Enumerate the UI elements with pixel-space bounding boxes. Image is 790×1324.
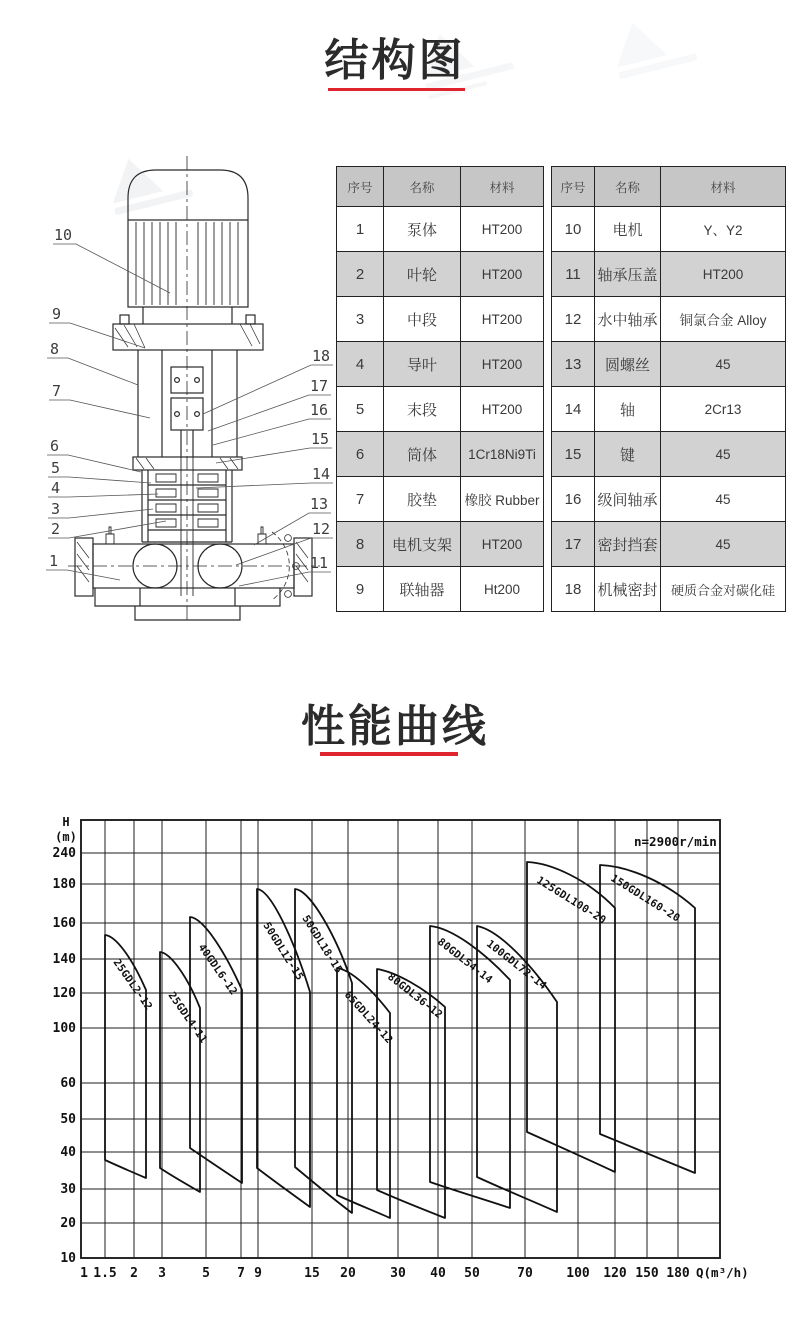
cell-name: 键 (595, 432, 661, 477)
pump-drawing-lines (68, 156, 320, 624)
curve-label: 25GDL2-12 (110, 956, 155, 1013)
curve-label: 50GDL18-15 (299, 913, 345, 976)
callout-number: 13 (310, 495, 329, 513)
callout-number: 3 (51, 500, 61, 518)
curve-label: 80GDL54-14 (435, 935, 495, 987)
x-tick-label: 150 (635, 1266, 659, 1281)
y-tick-label: 160 (52, 916, 76, 931)
callout-number: 7 (52, 382, 62, 400)
cell-name: 叶轮 (384, 252, 461, 297)
table-row (552, 342, 786, 387)
callout-number: 11 (310, 554, 329, 572)
cell-name: 中段 (384, 297, 461, 342)
table-row (337, 207, 544, 252)
table-row (552, 252, 786, 297)
x-tick-label: 100 (566, 1266, 590, 1281)
cell-material: 2Cr13 (661, 387, 786, 432)
cell-name: 水中轴承 (595, 297, 661, 342)
y-tick-label: 40 (60, 1145, 76, 1160)
table-row (552, 207, 786, 252)
structure-title-underline (328, 88, 465, 91)
cell-name: 电机 (595, 207, 661, 252)
curve-label: 125GDL100-20 (534, 874, 609, 927)
cell-material: HT200 (661, 252, 786, 297)
table-header-row (552, 167, 786, 207)
cell-material: HT200 (461, 342, 544, 387)
cell-no: 6 (337, 432, 384, 477)
cell-no: 3 (337, 297, 384, 342)
cell-name: 电机支架 (384, 522, 461, 567)
table-header-row (337, 167, 544, 207)
x-axis-labels (80, 1265, 749, 1281)
y-tick-label: 120 (52, 986, 76, 1001)
x-tick-label: 7 (237, 1266, 245, 1281)
y-tick-label: 10 (60, 1251, 76, 1266)
y-axis-labels (53, 815, 77, 1266)
parts-table-left (336, 166, 544, 612)
table-row (337, 252, 544, 297)
y-axis-title: H (62, 815, 70, 829)
curve-label: 65GDL24-12 (341, 988, 395, 1047)
y-axis-title-units: (m) (55, 830, 77, 844)
table-row (337, 477, 544, 522)
cell-no: 4 (337, 342, 384, 387)
cell-material: HT200 (461, 252, 544, 297)
curve-label: 40GDL6-12 (195, 941, 240, 998)
curve-label: 50GDL12-15 (260, 920, 306, 983)
cell-name: 机械密封 (595, 567, 661, 612)
table-row (552, 297, 786, 342)
cell-material: Ht200 (461, 567, 544, 612)
cell-name: 级间轴承 (595, 477, 661, 522)
callout-number: 2 (51, 520, 61, 538)
callout-number: 8 (50, 340, 60, 358)
envelope-50GDL12-15 (257, 889, 310, 1207)
performance-section-title: 性能曲线 (301, 702, 489, 751)
y-tick-label: 30 (60, 1182, 76, 1197)
x-tick-label: 40 (430, 1266, 446, 1281)
cell-no: 14 (552, 387, 595, 432)
cell-name: 联轴器 (384, 567, 461, 612)
cell-no: 9 (337, 567, 384, 612)
x-tick-label: 70 (517, 1266, 533, 1281)
cell-material: 1Cr18Ni9Ti (461, 432, 544, 477)
callout-number: 9 (52, 305, 62, 323)
table-row (552, 432, 786, 477)
table-row (337, 387, 544, 432)
y-tick-label: 100 (52, 1021, 76, 1036)
col-header-material: 材料 (661, 167, 786, 207)
cell-name: 轴 (595, 387, 661, 432)
cell-material: 橡胶 Rubber (461, 477, 544, 522)
x-tick-label: 30 (390, 1266, 406, 1281)
cell-material: 硬质合金对碳化硅 (661, 567, 786, 612)
y-tick-label: 60 (60, 1076, 76, 1091)
cell-name: 密封挡套 (595, 522, 661, 567)
cell-material: Y、Y2 (661, 207, 786, 252)
table-row (337, 567, 544, 612)
cell-no: 8 (337, 522, 384, 567)
cell-name: 筒体 (384, 432, 461, 477)
cell-name: 泵体 (384, 207, 461, 252)
cell-name: 导叶 (384, 342, 461, 387)
performance-curves-chart (0, 810, 790, 1310)
x-tick-label: 5 (202, 1266, 210, 1281)
curve-label: 150GDL160-20 (608, 872, 683, 925)
cell-no: 13 (552, 342, 595, 387)
x-tick-label: 120 (603, 1266, 627, 1281)
table-row (552, 387, 786, 432)
diagram-callouts-left (46, 226, 170, 580)
x-tick-label: 3 (158, 1266, 166, 1281)
x-tick-label: 50 (464, 1266, 480, 1281)
curve-label: 80GDL36-12 (385, 970, 445, 1022)
callout-number: 15 (311, 430, 330, 448)
cell-no: 2 (337, 252, 384, 297)
y-tick-label: 20 (60, 1216, 76, 1231)
x-tick-label: 1.5 (93, 1266, 117, 1281)
cell-no: 1 (337, 207, 384, 252)
cell-no: 10 (552, 207, 595, 252)
y-tick-label: 50 (60, 1112, 76, 1127)
x-tick-label: 180 (666, 1266, 690, 1281)
table-row (552, 567, 786, 612)
table-row (337, 342, 544, 387)
col-header-material: 材料 (461, 167, 544, 207)
cell-name: 末段 (384, 387, 461, 432)
callout-number: 1 (49, 552, 59, 570)
col-header-no: 序号 (552, 167, 595, 207)
envelope-125GDL100-20 (527, 862, 615, 1172)
y-tick-label: 140 (52, 952, 76, 967)
envelope-25GDL4-11 (160, 952, 200, 1192)
cell-name: 胶垫 (384, 477, 461, 522)
cell-no: 15 (552, 432, 595, 477)
callout-number: 12 (312, 520, 331, 538)
y-tick-label: 240 (52, 846, 76, 861)
performance-title-underline (320, 752, 458, 756)
x-tick-label: 1 (80, 1266, 88, 1281)
x-tick-label: 9 (254, 1266, 262, 1281)
curve-label: 25GDL4-11 (165, 989, 210, 1046)
parts-table-right (551, 166, 786, 612)
cell-no: 12 (552, 297, 595, 342)
callout-number: 4 (51, 479, 61, 497)
callout-number: 6 (50, 437, 60, 455)
cell-material: HT200 (461, 387, 544, 432)
speed-annotation: n=2900r/min (634, 834, 717, 849)
col-header-name: 名称 (384, 167, 461, 207)
x-tick-label: 2 (130, 1266, 138, 1281)
pump-structure-diagram (40, 152, 340, 632)
cell-material: HT200 (461, 522, 544, 567)
structure-section-title: 结构图 (324, 36, 466, 85)
col-header-name: 名称 (595, 167, 661, 207)
cell-material: 45 (661, 432, 786, 477)
cell-name: 轴承压盖 (595, 252, 661, 297)
y-tick-label: 180 (52, 877, 76, 892)
col-header-no: 序号 (337, 167, 384, 207)
callout-number: 17 (310, 377, 329, 395)
x-tick-label: 20 (340, 1266, 356, 1281)
table-row (337, 432, 544, 477)
callout-number: 16 (310, 401, 329, 419)
table-row (337, 297, 544, 342)
cell-name: 圆螺丝 (595, 342, 661, 387)
cell-material: HT200 (461, 207, 544, 252)
callout-number: 18 (312, 347, 331, 365)
cell-no: 17 (552, 522, 595, 567)
cell-no: 7 (337, 477, 384, 522)
callout-number: 10 (54, 226, 73, 244)
cell-no: 5 (337, 387, 384, 432)
callout-number: 14 (312, 465, 331, 483)
cell-no: 16 (552, 477, 595, 522)
cell-material: 铜氯合金 Alloy (661, 297, 786, 342)
cell-no: 11 (552, 252, 595, 297)
table-row (552, 477, 786, 522)
x-axis-title: Q(m³/h) (696, 1265, 749, 1280)
cell-no: 18 (552, 567, 595, 612)
table-row (337, 522, 544, 567)
x-tick-label: 15 (304, 1266, 320, 1281)
cell-material: 45 (661, 522, 786, 567)
table-row (552, 522, 786, 567)
cell-material: 45 (661, 342, 786, 387)
cell-material: 45 (661, 477, 786, 522)
cell-material: HT200 (461, 297, 544, 342)
callout-number: 5 (51, 459, 61, 477)
curve-label: 100GDL72-14 (484, 937, 549, 993)
